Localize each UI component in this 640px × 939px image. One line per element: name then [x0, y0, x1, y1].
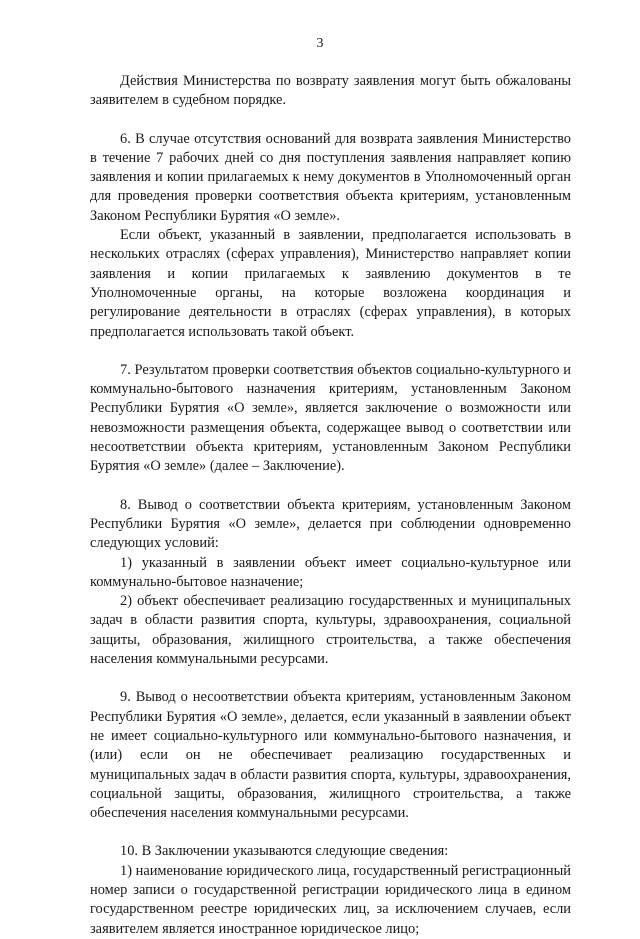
paragraph-appeal-note: Действия Министерства по возврату заявления могут быть обжалованы заявителем в судебном порядке. — [90, 73, 571, 109]
page-number: 3 — [316, 36, 324, 51]
document-body — [90, 72, 571, 939]
paragraph-item-6-multiple-sectors: Если объект, указанный в заявлении, предполагается использовать в нескольких отраслях (сферах управления), Министерство направляет копии заявления и копии прилагаемых к заявлению документов в те Уполномоченные органы, на которые возложена координация и регулирование деятельности в отраслях (сферах управления), в которых предполагается использовать такой объект. — [90, 227, 571, 340]
paragraph-item-9: 9. Вывод о несоответствии объекта критериям, установленным Законом Республики Бурятия «О земле», делается, если указанный в заявлении объект не имеет социально-культурного или коммунально-бытового назначения, и (или) если он не обеспечивает реализацию государственных и муниципальных задач в области развития спорта, культуры, здравоохранения, социальной защиты, образования, жилищного строительства, а также обеспечения населения коммунальными ресурсами. — [90, 689, 571, 822]
paragraph-item-7: 7. Результатом проверки соответствия объектов социально-культурного и коммунально-бытового назначения критериям, установленным Законом Республики Бурятия «О земле», является заключение о возможности или невозможности размещения объекта, содержащее вывод о соответствии или несоответствии объекта критериям, установленным Законом Республики Бурятия «О земле» (далее – Заключение). — [90, 361, 571, 475]
paragraph-item-6: 6. В случае отсутствия оснований для возврата заявления Министерство в течение 7 рабочих дней со дня поступления заявления направляет копию заявления и копии прилагаемых к нему документов в Уполномоченный орган для проведения проверки соответствия объекта критериям, установленным Законом Республики Бурятия «О земле». — [90, 130, 571, 224]
paragraph-item-10: 10. В Заключении указываются следующие сведения: — [120, 843, 449, 860]
paragraph-item-8: 8. Вывод о соответствии объекта критериям, установленным Законом Республики Бурятия «О земле», делается при соблюдении одновременно следующих условий: — [90, 496, 571, 552]
paragraph-item-10-subitem-1: 1) наименование юридического лица, государственный регистрационный номер записи о государственной регистрации юридического лица в едином государственном реестре юридических лиц, за исключением случаев, если заявителем является иностранное юридическое лицо; — [90, 862, 571, 937]
paragraph-item-8-condition-2: 2) объект обеспечивает реализацию государственных и муниципальных задач в области развития спорта, культуры, здравоохранения, социальной защиты, образования, жилищного строительства, а также обеспечения населения коммунальными ресурсами. — [90, 593, 571, 668]
paragraph-item-8-condition-1: 1) указанный в заявлении объект имеет социально-культурное или коммунально-бытовое назначение; — [90, 554, 571, 590]
